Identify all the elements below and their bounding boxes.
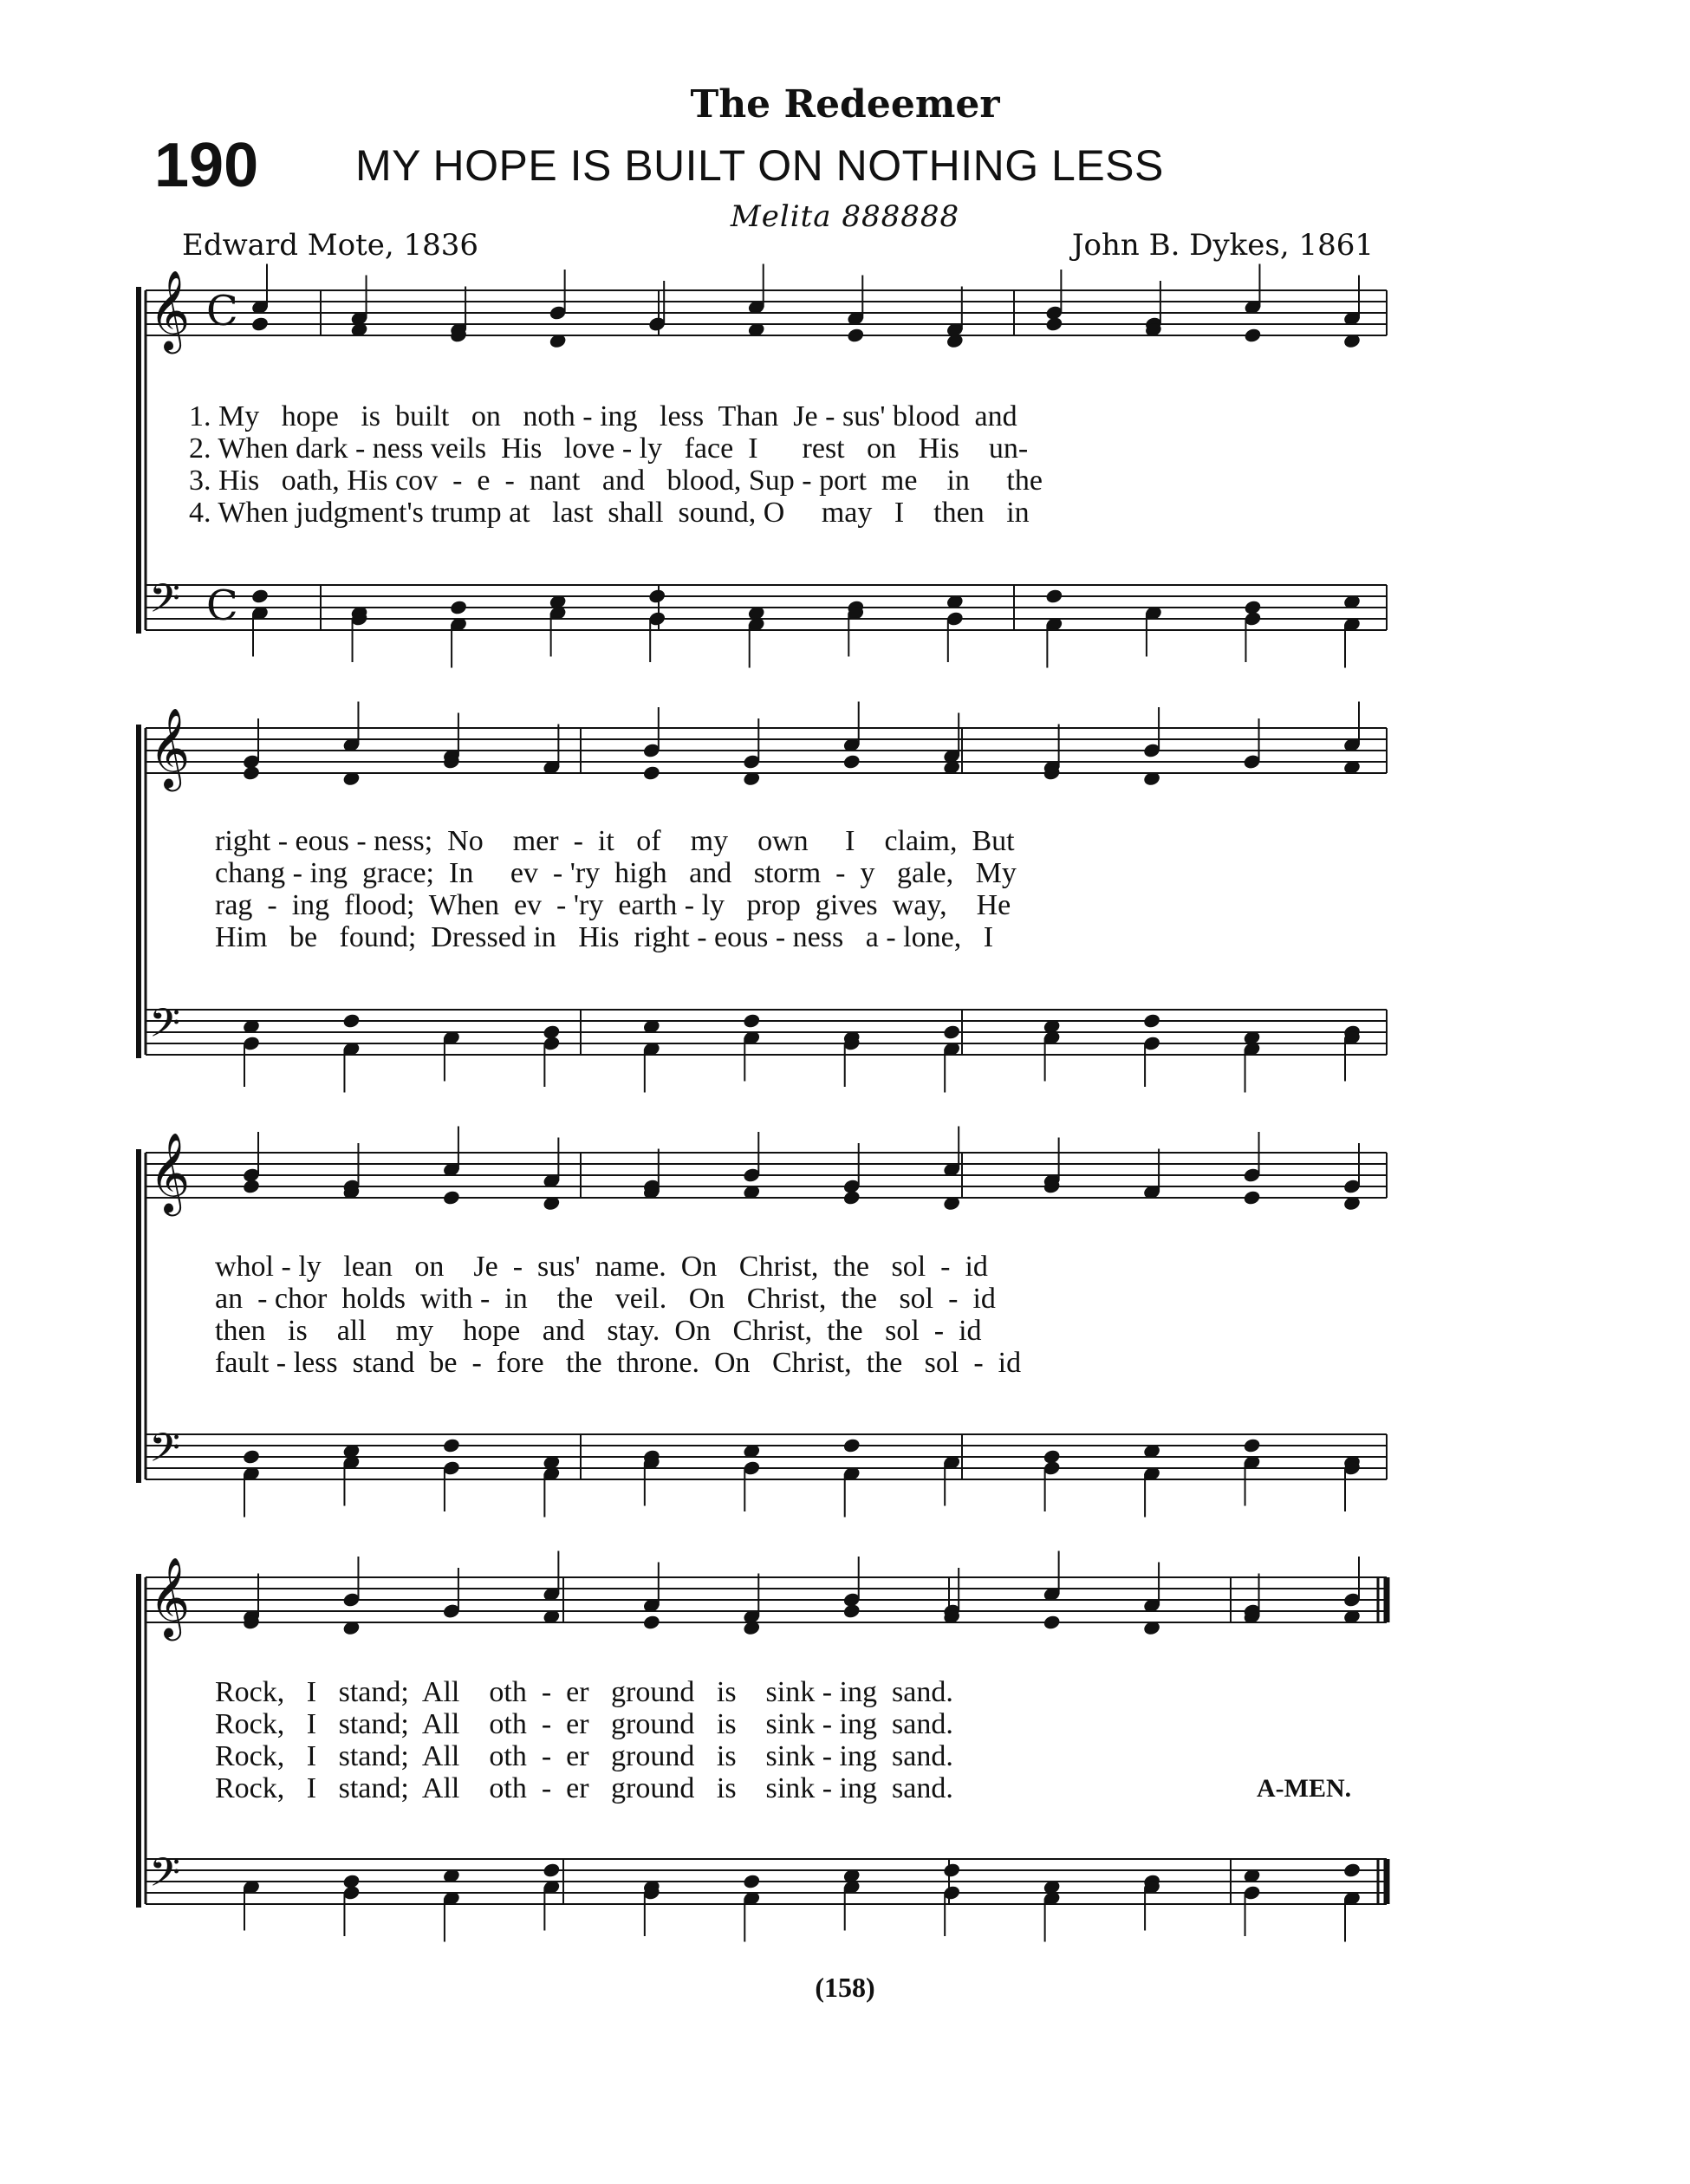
page-number: (158) [815,1972,875,2003]
note-head [1142,1012,1161,1029]
note-head [642,764,661,781]
amen-label: A-MEN. [1257,1774,1352,1803]
tune-name-meter: Melita 888888 [730,199,960,234]
note-head [1045,588,1064,604]
treble-clef-icon: 𝄞 [149,1557,191,1637]
treble-clef-icon: 𝄞 [149,707,191,788]
note-head [842,1602,861,1619]
bass-clef-icon: 𝄢 [149,1000,181,1056]
lyric-line: an - chor holds with - in the veil. On Christ, the sol - id [215,1283,996,1315]
lyric-line: Rock, I stand; All oth - er ground is sink - ing sand. [215,1676,953,1708]
composer-credit: John B. Dykes, 1861 [1071,228,1374,263]
note-head [942,1862,961,1878]
lyric-line: 1. My hope is built on noth - ing less Than Je - sus' blood and [189,400,1017,432]
note-head [1243,1189,1262,1206]
note-head [342,1012,361,1029]
bass-clef-icon: 𝄢 [149,1425,181,1481]
note-head [242,1448,261,1465]
bass-clef-icon: 𝄢 [149,575,181,632]
hymn-title: MY HOPE IS BUILT ON NOTHING LESS [355,141,1164,190]
lyric-line: 2. When dark - ness veils His love - ly face I rest on His un- [189,432,1029,465]
common-time-icon: C [206,582,238,630]
common-time-icon: C [206,287,238,335]
note-head [1045,315,1064,332]
hymn-number: 190 [154,131,259,200]
lyric-line: Rock, I stand; All oth - er ground is sink - ing sand. [215,1740,953,1772]
lyric-line: Him be found; Dressed in His right - eous - ness a - lone, I [215,921,994,953]
note-head [1043,1614,1062,1630]
note-head [846,327,865,343]
note-head [1243,1437,1262,1453]
lyric-line: Rock, I stand; All oth - er ground is sink - ing sand. [215,1772,953,1804]
note-head [742,1873,761,1889]
lyric-line: rag - ing flood; When ev - 'ry earth - ly prop gives way, He [215,889,1011,921]
note-head [842,753,861,770]
note-head [442,1189,461,1206]
note-head [842,1437,861,1453]
note-head [1342,1862,1362,1878]
treble-clef-icon: 𝄞 [149,270,191,350]
treble-clef-icon: 𝄞 [149,1132,191,1212]
lyric-line: Rock, I stand; All oth - er ground is sink - ing sand. [215,1708,953,1740]
author-credit: Edward Mote, 1836 [182,228,478,263]
note-head [242,1178,261,1194]
lyric-line: 3. His oath, His cov - e - nant and blood, Sup - port me in the [189,465,1043,497]
lyric-line: then is all my hope and stay. On Christ, the sol - id [215,1315,982,1347]
note-head [442,1437,461,1453]
note-head [242,764,261,781]
note-head [1244,327,1263,343]
lyric-line: right - eous - ness; No mer - it of my own I claim, But [215,825,1015,857]
note-head [942,1024,961,1040]
note-head [647,588,666,604]
note-head [842,1189,861,1206]
note-head [642,1614,661,1630]
note-head [742,1012,761,1029]
note-head [449,599,468,615]
section-heading: The Redeemer [690,82,1000,127]
lyric-line: chang - ing grace; In ev - 'ry high and storm - y gale, My [215,857,1017,889]
note-head [543,1862,562,1878]
lyric-line: 4. When judgment's trump at last shall sound, O may I then in [189,497,1030,529]
note-head [250,588,270,604]
bass-clef-icon: 𝄢 [149,1849,181,1906]
note-head [250,315,270,332]
lyric-line: fault - less stand be - fore the throne. On Christ, the sol - id [215,1347,1022,1379]
lyric-line: whol - ly lean on Je - sus' name. On Christ, the sol - id [215,1251,988,1283]
